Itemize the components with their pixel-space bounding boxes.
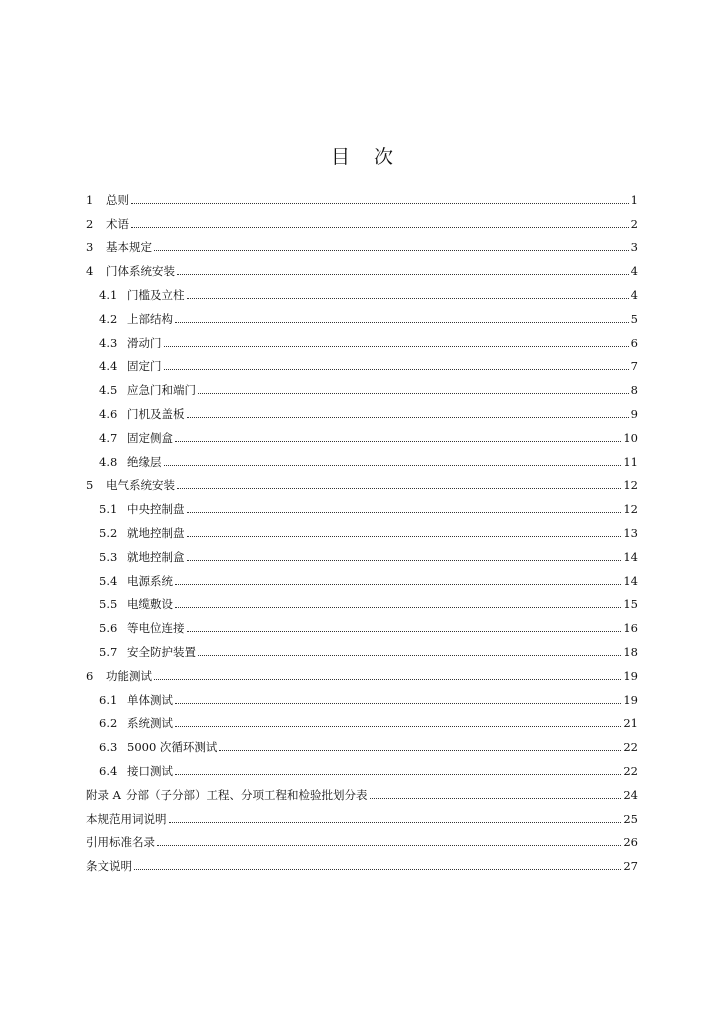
toc-entry[interactable]: [86, 540, 638, 564]
toc-entry[interactable]: [86, 254, 638, 278]
toc-entry-page-number: 5: [630, 311, 638, 326]
toc-entry-label: 等电位连接: [127, 621, 185, 636]
toc-entry-page-number: 6: [630, 335, 638, 350]
toc-entry[interactable]: [86, 207, 638, 231]
toc-entry-page-number: 2: [630, 216, 638, 231]
toc-entry-page-number: 16: [623, 621, 638, 636]
toc-entry[interactable]: [86, 326, 638, 350]
toc-entry-number: 5.6: [99, 621, 118, 636]
toc-entry[interactable]: [86, 445, 638, 469]
toc-dot-leader: [177, 273, 629, 275]
toc-entry-label: 就地控制盒: [127, 549, 185, 564]
toc-dot-leader: [131, 226, 629, 228]
toc-entry-number: 2: [86, 216, 94, 231]
toc-entry-page-number: 4: [630, 264, 638, 279]
toc-entry[interactable]: [86, 849, 638, 873]
toc-entry-page-number: 26: [623, 835, 638, 850]
toc-dot-leader: [175, 702, 621, 704]
toc-entry-label: 门体系统安装: [106, 264, 175, 279]
toc-entry[interactable]: [86, 588, 638, 612]
toc-entry-number: 附录 A: [86, 787, 121, 802]
toc-dot-leader: [187, 630, 622, 632]
toc-entry-page-number: 19: [623, 668, 638, 683]
toc-entry-number: 5.2: [99, 525, 118, 540]
toc-entry-label: 滑动门: [127, 335, 162, 350]
toc-entry-page-number: 25: [623, 811, 638, 826]
toc-entry-number: 5.4: [99, 573, 118, 588]
toc-entry-number: 5.5: [99, 597, 118, 612]
toc-entry-page-number: 27: [623, 859, 638, 874]
toc-dot-leader: [177, 487, 621, 489]
toc-entry-label: 系统测试: [127, 716, 173, 731]
toc-dot-leader: [164, 464, 622, 466]
toc-entry-number: 6.2: [99, 716, 118, 731]
toc-entry-page-number: 7: [630, 359, 638, 374]
toc-entry-number: 1: [86, 192, 94, 207]
toc-dot-leader: [187, 511, 622, 513]
toc-entry[interactable]: [86, 350, 638, 374]
toc-entry-page-number: 9: [630, 406, 638, 421]
toc-entry-page-number: 8: [630, 383, 638, 398]
toc-dot-leader: [134, 868, 621, 870]
toc-entry-page-number: 14: [623, 573, 638, 588]
toc-entry-number: 6: [86, 668, 94, 683]
toc-entry-page-number: 11: [623, 454, 638, 469]
toc-entry-page-number: 13: [623, 525, 638, 540]
toc-entry[interactable]: [86, 754, 638, 778]
toc-entry-label: 接口测试: [127, 763, 173, 778]
toc-entry-label: 功能测试: [106, 668, 152, 683]
toc-entry-label: 本规范用词说明: [86, 811, 167, 826]
toc-entry-label: 条文说明: [86, 859, 132, 874]
toc-entry[interactable]: [86, 611, 638, 635]
toc-entry-number: 4.3: [99, 335, 118, 350]
toc-dot-leader: [187, 297, 629, 299]
toc-dot-leader: [175, 606, 621, 608]
toc-entry-number: 4.2: [99, 311, 118, 326]
title-char-2: 次: [374, 146, 394, 168]
toc-dot-leader: [370, 797, 622, 799]
toc-entry-number: 5.7: [99, 644, 118, 659]
toc-entry-number: 4.4: [99, 359, 118, 374]
toc-entry-page-number: 19: [623, 692, 638, 707]
toc-entry[interactable]: [86, 278, 638, 302]
toc-entry[interactable]: [86, 183, 638, 207]
toc-entry[interactable]: [86, 707, 638, 731]
toc-entry[interactable]: [86, 635, 638, 659]
toc-dot-leader: [219, 749, 621, 751]
toc-entry-number: 4.8: [99, 454, 118, 469]
toc-dot-leader: [157, 844, 621, 846]
toc-entry-number: 4: [86, 264, 94, 279]
toc-entry[interactable]: [86, 469, 638, 493]
toc-entry-number: 6.1: [99, 692, 118, 707]
toc-entry[interactable]: [86, 826, 638, 850]
toc-entry[interactable]: [86, 492, 638, 516]
toc-dot-leader: [169, 821, 622, 823]
toc-dot-leader: [187, 559, 622, 561]
toc-entry-number: 5.3: [99, 549, 118, 564]
toc-entry-label: 固定侧盒: [127, 430, 173, 445]
toc-entry-label: 绝缘层: [127, 454, 162, 469]
toc-dot-leader: [198, 392, 629, 394]
toc-dot-leader: [131, 202, 629, 204]
toc-entry[interactable]: [86, 397, 638, 421]
toc-entry[interactable]: [86, 231, 638, 255]
toc-entry-number: 6.3: [99, 740, 118, 755]
toc-entry-label: 安全防护装置: [127, 644, 196, 659]
toc-entry-number: 6.4: [99, 763, 118, 778]
toc-entry[interactable]: [86, 778, 638, 802]
toc-dot-leader: [175, 583, 621, 585]
toc-entry-label: 5000 次循环测试: [127, 740, 218, 755]
toc-entry-label: 电气系统安装: [106, 478, 175, 493]
toc-entry-page-number: 22: [623, 763, 638, 778]
toc-entry-label: 应急门和端门: [127, 383, 196, 398]
toc-entry-label: 就地控制盘: [127, 525, 185, 540]
toc-entry-label: 上部结构: [127, 311, 173, 326]
toc-entry[interactable]: [86, 421, 638, 445]
toc-entry[interactable]: [86, 564, 638, 588]
toc-entry[interactable]: [86, 730, 638, 754]
toc-entry-label: 基本规定: [106, 240, 152, 255]
toc-entry-number: 5: [86, 478, 94, 493]
toc-entry-label: 电源系统: [127, 573, 173, 588]
toc-entry-page-number: 14: [623, 549, 638, 564]
toc-entry-page-number: 1: [630, 192, 638, 207]
toc-entry-number: 4.1: [99, 287, 118, 302]
toc-entry-page-number: 18: [623, 644, 638, 659]
toc-entry-number: 3: [86, 240, 94, 255]
toc-dot-leader: [175, 321, 629, 323]
toc-entry-page-number: 24: [623, 787, 638, 802]
toc-entry-page-number: 22: [623, 740, 638, 755]
toc-dot-leader: [154, 678, 621, 680]
toc-entry[interactable]: [86, 802, 638, 826]
toc-entry-label: 术语: [106, 216, 129, 231]
toc-entry[interactable]: [86, 302, 638, 326]
toc-dot-leader: [187, 416, 629, 418]
table-of-contents: [86, 183, 638, 873]
toc-entry-label: 门机及盖板: [127, 406, 185, 421]
toc-entry-label: 单体测试: [127, 692, 173, 707]
toc-dot-leader: [164, 345, 629, 347]
toc-entry[interactable]: [86, 683, 638, 707]
toc-entry-label: 固定门: [127, 359, 162, 374]
toc-entry-number: 4.7: [99, 430, 118, 445]
page-title: [0, 142, 724, 169]
toc-entry-number: 5.1: [99, 502, 118, 517]
toc-entry-label: 电缆敷设: [127, 597, 173, 612]
toc-entry[interactable]: [86, 659, 638, 683]
toc-entry-page-number: 15: [623, 597, 638, 612]
toc-dot-leader: [175, 773, 621, 775]
toc-dot-leader: [164, 368, 629, 370]
title-char-1: 目: [330, 146, 350, 168]
toc-entry[interactable]: [86, 516, 638, 540]
toc-entry-label: 分部（子分部）工程、分项工程和检验批划分表: [126, 787, 368, 802]
toc-dot-leader: [154, 249, 629, 251]
toc-dot-leader: [198, 654, 621, 656]
toc-entry-page-number: 3: [630, 240, 638, 255]
toc-entry-label: 引用标准名录: [86, 835, 155, 850]
toc-entry-number: 4.6: [99, 406, 118, 421]
toc-entry-page-number: 12: [623, 478, 638, 493]
toc-entry-page-number: 12: [623, 502, 638, 517]
toc-dot-leader: [175, 440, 621, 442]
toc-entry-label: 门槛及立柱: [127, 287, 185, 302]
toc-entry-label: 中央控制盘: [127, 502, 185, 517]
toc-entry[interactable]: [86, 373, 638, 397]
toc-dot-leader: [175, 725, 621, 727]
toc-entry-label: 总则: [106, 192, 129, 207]
toc-dot-leader: [187, 535, 622, 537]
toc-entry-number: 4.5: [99, 383, 118, 398]
toc-entry-page-number: 4: [630, 287, 638, 302]
toc-entry-page-number: 21: [623, 716, 638, 731]
toc-entry-page-number: 10: [623, 430, 638, 445]
